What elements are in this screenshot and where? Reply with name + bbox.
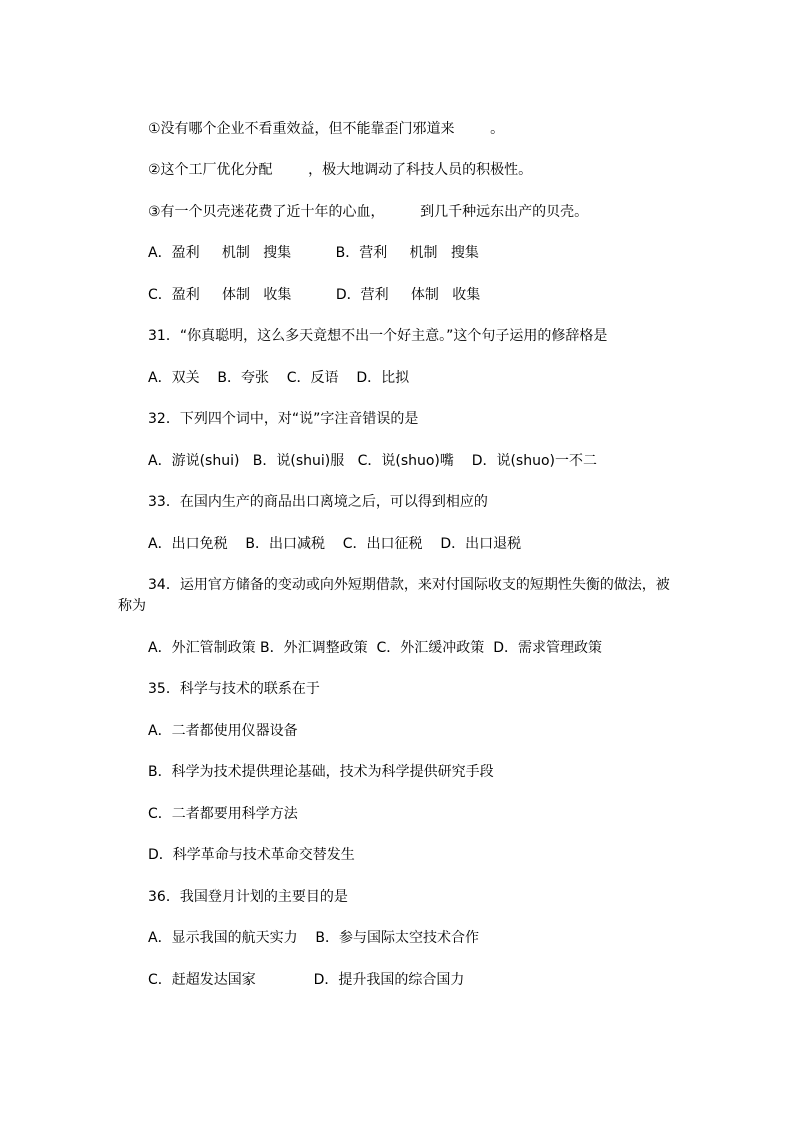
q32-options: A．游说(shui) B．说(shui)服 C．说(shuo)嘴 D．说(shuo)一不二	[148, 453, 598, 469]
sentence-1: ①没有哪个企业不看重效益，但不能靠歪门邪道来 。	[148, 121, 505, 137]
question-32: 32．下列四个词中，对“说”字注音错误的是	[148, 411, 419, 427]
q31-options: A．双关 B．夸张 C．反语 D．比拟	[148, 370, 410, 386]
q35-option-c: C．二者都要用科学方法	[148, 806, 298, 822]
question-31: 31．“你真聪明，这么多天竟想不出一个好主意。”这个句子运用的修辞格是	[148, 328, 608, 344]
question-36: 36．我国登月计划的主要目的是	[148, 889, 348, 905]
q35-option-a: A．二者都使用仪器设备	[148, 723, 298, 739]
q30-options-cd: C．盈利 体制 收集 D．营利 体制 收集	[148, 287, 481, 303]
question-35: 35．科学与技术的联系在于	[148, 681, 320, 697]
question-33: 33．在国内生产的商品出口离境之后，可以得到相应的	[148, 494, 488, 510]
q34-options: A．外汇管制政策 B．外汇调整政策 C．外汇缓冲政策 D．需求管理政策	[148, 640, 602, 656]
q36-options-ab: A．显示我国的航天实力 B．参与国际太空技术合作	[148, 930, 479, 946]
q36-options-cd: C．赶超发达国家 D．提升我国的综合国力	[148, 972, 465, 988]
q33-options: A．出口免税 B．出口减税 C．出口征税 D．出口退税	[148, 536, 522, 552]
sentence-2: ②这个工厂优化分配 ，极大地调动了科技人员的积极性。	[148, 162, 533, 178]
q30-options-ab: A．盈利 机制 搜集 B．营利 机制 搜集	[148, 245, 479, 261]
sentence-3: ③有一个贝壳迷花费了近十年的心血， 到几千种远东出产的贝壳。	[148, 204, 589, 220]
q35-option-b: B．科学为技术提供理论基础，技术为科学提供研究手段	[148, 764, 494, 780]
question-34: 34．运用官方储备的变动或向外短期借款，来对付国际收支的短期性失衡的做法，被	[148, 577, 670, 593]
q35-option-d: D．科学革命与技术革命交替发生	[148, 847, 355, 863]
question-34-continued: 称为	[118, 598, 146, 614]
